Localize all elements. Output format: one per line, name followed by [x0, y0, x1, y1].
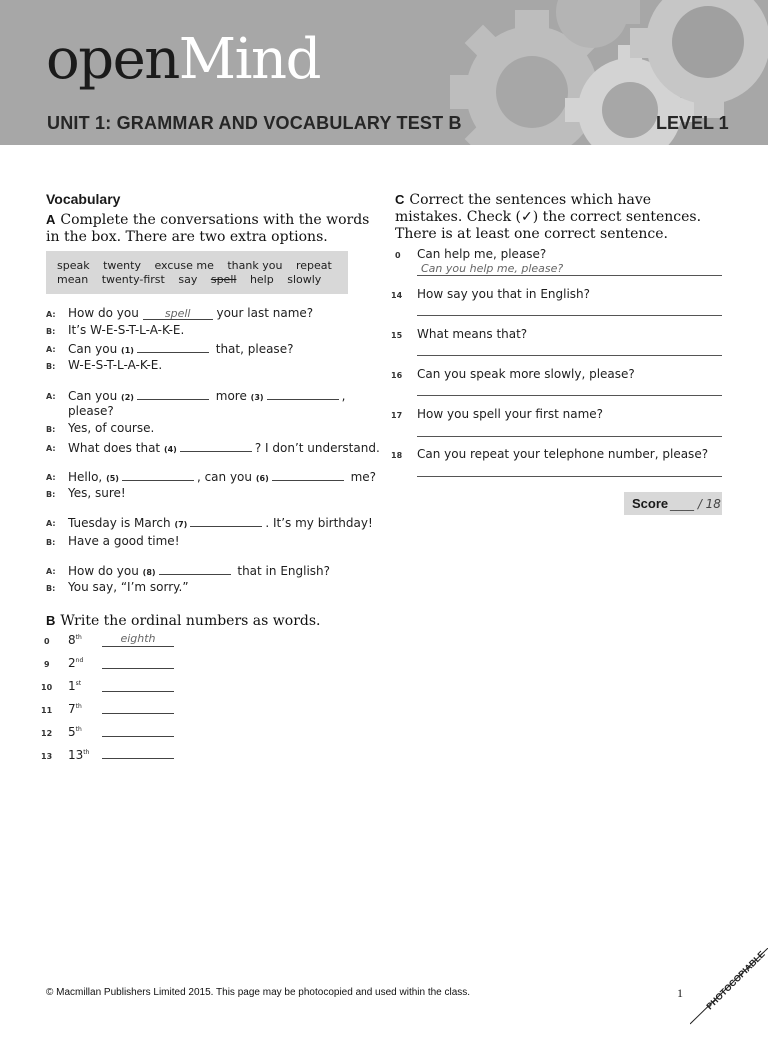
dialogue-line: How do you spell your last name? [68, 306, 314, 320]
example-answer: Can you help me, please? [421, 262, 564, 275]
dialogue-line: Tuesday is March (7) . It’s my birthday! [68, 516, 373, 530]
sentence: Can you repeat your telephone number, please? [417, 447, 709, 461]
page-number: 1 [677, 986, 683, 1000]
answer-line[interactable] [417, 476, 722, 477]
answer-line[interactable] [102, 646, 174, 647]
answer-line[interactable] [102, 736, 174, 737]
example-answer: eighth [120, 632, 156, 645]
dialogue-line: Can you (2) more (3) , [68, 389, 346, 403]
score-label: Score [632, 496, 669, 511]
answer-blank[interactable] [272, 469, 344, 481]
example-answer: spell [143, 308, 213, 320]
answer-blank[interactable] [190, 515, 262, 527]
dialogue-line: Hello, (5) , can you (6) me? [68, 470, 377, 484]
header-banner [0, 0, 768, 145]
answer-line[interactable] [102, 713, 174, 714]
sentence: How you spell your first name? [417, 407, 604, 421]
answer-line[interactable] [417, 355, 722, 356]
section-a-instruction: A Complete the conversations with the words in the box. There are two extra options. [46, 212, 370, 245]
answer-blank[interactable] [267, 388, 339, 400]
dialogue-line: W-E-S-T-L-A-K-E. [68, 358, 163, 372]
answer-line[interactable] [417, 395, 722, 396]
answer-line[interactable] [417, 436, 722, 437]
dialogue-line: It’s W-E-S-T-L-A-K-E. [68, 323, 185, 337]
photocopiable-corner [690, 948, 768, 1048]
dialogue-line: Can you (1) that, please? [68, 342, 294, 356]
unit-title: UNIT 1: GRAMMAR AND VOCABULARY TEST B [47, 113, 462, 133]
answer-line[interactable] [102, 691, 174, 692]
answer-blank[interactable] [137, 341, 209, 353]
word-option: thank you [227, 259, 283, 272]
dialogue-line: Yes, sure! [68, 486, 126, 500]
sentence: What means that? [417, 327, 528, 341]
sentence: Can help me, please? [417, 247, 547, 261]
answer-line[interactable] [417, 275, 722, 276]
word-option-used: spell [210, 273, 237, 286]
answer-blank[interactable] [180, 440, 252, 452]
sentence: Can you speak more slowly, please? [417, 367, 635, 381]
word-option: speak [57, 259, 90, 272]
word-option: slowly [287, 273, 322, 286]
copyright-footer: © Macmillan Publishers Limited 2015. This page may be photocopied and used within the class. [46, 987, 471, 998]
answer-line[interactable] [102, 668, 174, 669]
dialogue-line: Yes, of course. [68, 421, 155, 435]
level-label: LEVEL 1 [656, 113, 729, 133]
answer-blank[interactable] [159, 563, 231, 575]
word-option: help [249, 273, 274, 286]
answer-line[interactable] [102, 758, 174, 759]
word-option: twenty-first [101, 273, 165, 286]
dialogue-line: What does that (4) ? I don’t understand. [68, 441, 380, 455]
vocabulary-heading: Vocabulary [46, 191, 121, 207]
photocopiable-label: PHOTOCOPIABLE [704, 948, 767, 1012]
word-option: say [178, 273, 198, 286]
answer-line[interactable] [417, 315, 722, 316]
word-option: excuse me [154, 259, 214, 272]
word-option: mean [57, 273, 89, 286]
answer-blank[interactable] [137, 388, 209, 400]
dialogue-line: How do you (8) that in English? [68, 564, 331, 578]
word-box [46, 251, 348, 294]
word-option: repeat [295, 259, 332, 272]
score-value: ____ / 18 [670, 497, 721, 511]
score-box [624, 492, 722, 515]
answer-blank[interactable] [122, 469, 194, 481]
section-c-instruction: C Correct the sentences which have mistakes. Check (✓) the correct sentences. There is at least one correct sentence. [395, 192, 702, 242]
word-option: twenty [103, 259, 141, 272]
dialogue-line: Have a good time! [68, 534, 180, 548]
openmind-logo: openMind [46, 27, 320, 92]
dialogue-line-cont: please? [68, 404, 114, 418]
sentence: How say you that in English? [417, 287, 591, 301]
dialogue-line: You say, “I’m sorry.” [68, 580, 189, 594]
section-b-instruction: B Write the ordinal numbers as words. [46, 613, 321, 629]
